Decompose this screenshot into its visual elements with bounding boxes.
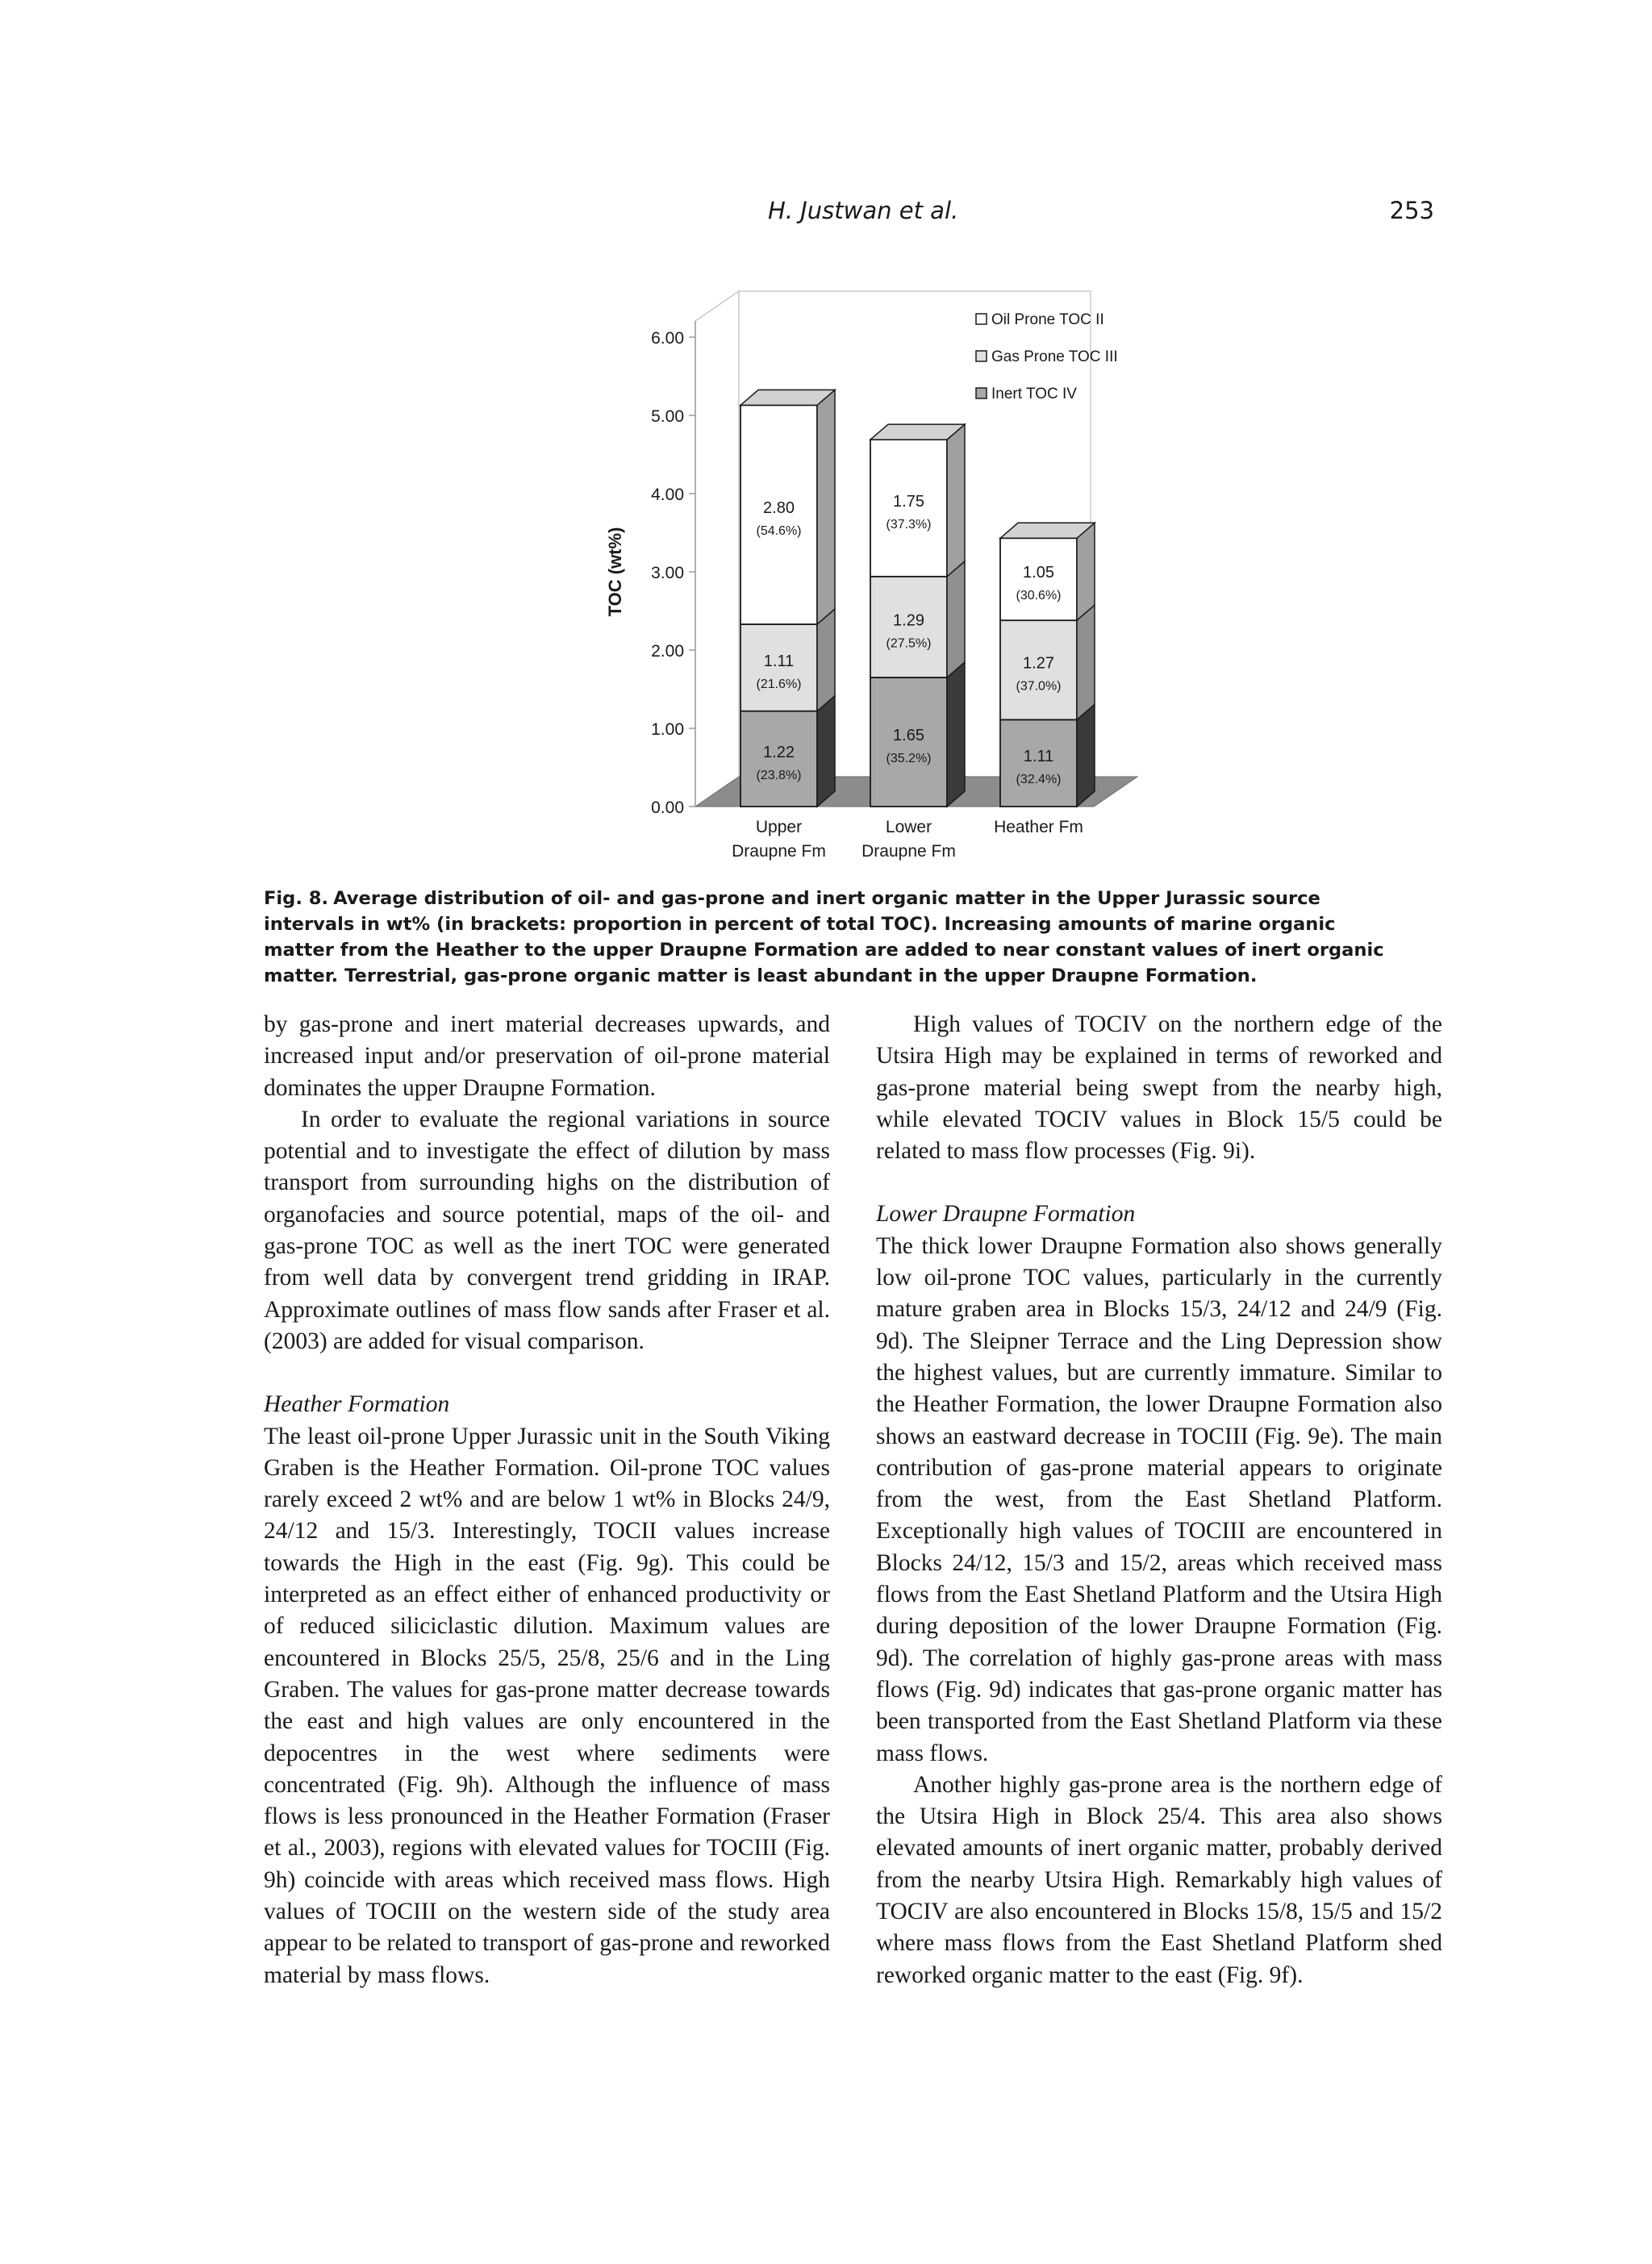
y-tick-label: 6.00 <box>651 329 684 348</box>
left-column <box>264 1009 830 1991</box>
paragraph: In order to evaluate the regional variations in source potential and to investigate the effect of dilution by mass transport from surrounding highs on the distribution of organofacies and source potential, maps of the oil- and gas-prone TOC as well as the inert TOC were generated from well data by convergent trend gridding in IRAP. Approximate outlines of mass flow sands after Fraser et al. (2003) are added for visual comparison. <box>264 1106 830 1354</box>
bar-value-label: 2.80 <box>763 499 795 518</box>
bar-percent-label: (37.0%) <box>1016 679 1062 694</box>
bar-percent-label: (21.6%) <box>756 677 802 691</box>
x-category-label: Draupne Fm <box>861 842 956 861</box>
paragraph: Another highly gas-prone area is the northern edge of the Utsira High in Block 25/4. This area also shows elevated amounts of inert organic matter, probably derived from the nearby Utsira High. Remarkably high values of TOCIV are also encountered in Blocks 15/8, 15/5 and 15/2 where mass flows from the East Shetland Platform shed reworked organic matter to the east (Fig. 9f). <box>876 1771 1442 1988</box>
bar-segment-side <box>1077 704 1095 807</box>
bar-value-label: 1.05 <box>1023 564 1054 582</box>
bar-value-label: 1.11 <box>763 652 795 670</box>
figure-caption-text: Average distribution of oil- and gas-prone and inert organic matter in the Upper Jurassic source intervals in wt% (in brackets: proportion in percent of total TOC). Increasing amounts of marine organic matter from the Heather to the upper Draupne Formation are added to near constant values of inert organic matter. Terrestrial, gas-prone organic matter is least abundant in the upper Draupne Formation. <box>264 888 1384 986</box>
figure-label: Fig. 8. <box>264 888 329 909</box>
x-category-label: Lower <box>885 818 932 836</box>
bar-percent-label: (35.2%) <box>886 751 932 765</box>
toc-stacked-bar-chart <box>597 290 1162 879</box>
paragraph: The thick lower Draupne Formation also shows generally low oil-prone TOC values, particularly in the currently mature graben area in Blocks 15/3, 24/12 and 24/9 (Fig. 9d). The Sleipner Terrace and the Ling Depression show the highest values, but are currently immature. Similar to the Heather Formation, the lower Draupne Formation also shows an eastward decrease in TOCIII (Fig. 9e). The main contribution of gas-prone material appears to originate from the west, from the East Shetland Platform. Exceptionally high values of TOCIII are encountered in Blocks 24/12, 15/3 and 15/2, areas which received mass flows from the East Shetland Platform and the Utsira High during deposition of the lower Draupne Formation (Fig. 9d). The correlation of highly gas-prone areas with mass flows (Fig. 9d) indicates that gas-prone organic matter has been transported from the East Shetland Platform via these mass flows. <box>876 1232 1442 1766</box>
legend-swatch <box>976 314 987 324</box>
paragraph: The least oil-prone Upper Jurassic unit in the South Viking Graben is the Heather Formation. Oil-prone TOC values rarely exceed 2 wt% and are below 1 wt% in Blocks 24/9, 24/12 and 15/3. Interestingly, TOCII values increase towards the High in the east (Fig. 9g). This could be interpreted as an effect either of enhanced productivity or of reduced siliciclastic dilution. Maximum values are encountered in Blocks 25/5, 25/8, 25/6 and in the Ling Graben. The values for gas-prone matter decrease towards the east and high values are only encountered in the depocentres in the west where sediments were concentrated (Fig. 9h). Although the influence of mass flows is less pronounced in the Heather Formation (Fraser et al., 2003), regions with elevated values for TOCIII (Fig. 9h) coincide with areas which received mass flows. High values of TOCIII on the western side of the study area appear to be related to transport of gas-prone and reworked material by mass flows. <box>264 1423 830 1988</box>
bar-percent-label: (27.5%) <box>886 636 932 651</box>
x-category-label: Upper <box>755 818 803 836</box>
bar-value-label: 1.75 <box>893 492 924 511</box>
y-tick-label: 4.00 <box>651 486 684 504</box>
bar-segment-side <box>1077 523 1095 620</box>
bar-value-label: 1.22 <box>763 743 795 761</box>
y-tick-label: 5.00 <box>651 407 684 426</box>
legend-label: Gas Prone TOC III <box>991 348 1118 365</box>
y-axis-title: TOC (wt%) <box>605 527 625 617</box>
y-tick-label: 1.00 <box>651 720 684 739</box>
bar-segment-side <box>947 662 965 807</box>
bar-value-label: 1.29 <box>893 611 924 630</box>
bar-segment-side <box>947 561 965 678</box>
bar-percent-label: (32.4%) <box>1016 773 1062 787</box>
bar-percent-label: (54.6%) <box>756 524 802 539</box>
y-tick-label: 0.00 <box>651 798 684 817</box>
bar-segment-side <box>947 424 965 577</box>
y-tick-label: 2.00 <box>651 642 684 661</box>
x-category-label: Draupne Fm <box>732 842 826 861</box>
section-heading: Lower Draupne Formation <box>876 1201 1136 1228</box>
bar-segment-side <box>817 609 835 711</box>
page-number: 253 <box>1389 197 1434 224</box>
paragraph: by gas-prone and inert material decreases upwards, and increased input and/or preservation of oil-prone material dominates the upper Draupne Formation. <box>264 1011 830 1101</box>
bar-value-label: 1.65 <box>893 726 924 744</box>
bar-percent-label: (30.6%) <box>1016 589 1062 603</box>
legend-swatch <box>976 388 987 398</box>
legend-label: Oil Prone TOC II <box>991 311 1104 328</box>
x-category-label: Heather Fm <box>994 818 1083 836</box>
bar-value-label: 1.11 <box>1023 748 1054 766</box>
section-heading: Heather Formation <box>264 1391 450 1418</box>
bar-segment-side <box>1077 605 1095 719</box>
legend-swatch <box>976 351 987 361</box>
legend-label: Inert TOC IV <box>991 386 1077 402</box>
chart-side-wall <box>695 291 739 807</box>
bar-segment-side <box>817 696 835 807</box>
bar-segment-side <box>817 390 835 624</box>
right-column <box>876 1009 1442 1991</box>
paragraph: High values of TOCIV on the northern edge of the Utsira High may be explained in terms of reworked and gas-prone material being swept from the nearby high, while elevated TOCIV values in Block 15/5 could be related to mass flow processes (Fig. 9i). <box>876 1011 1442 1165</box>
running-head-authors: H. Justwan et al. <box>768 197 959 224</box>
figure-caption <box>264 886 1393 989</box>
y-tick-label: 3.00 <box>651 564 684 582</box>
bar-percent-label: (23.8%) <box>756 768 802 782</box>
running-head <box>0 197 1652 232</box>
bar-value-label: 1.27 <box>1023 654 1054 673</box>
bar-percent-label: (37.3%) <box>886 517 932 532</box>
